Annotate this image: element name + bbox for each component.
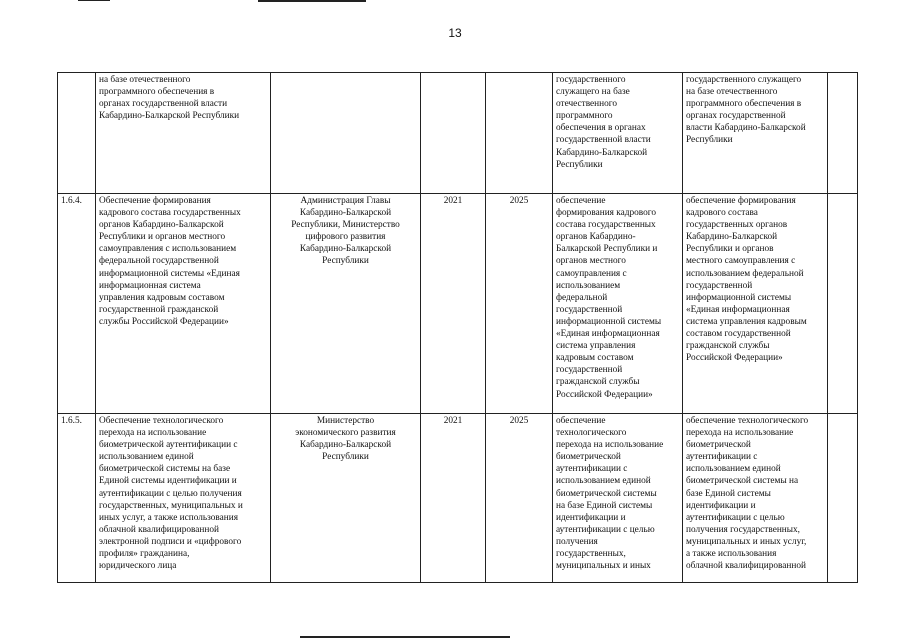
event-cell: Обеспечение формирования кадрового состава государственных органов Кабардино-Балкарской Республики и органов местного самоуправления с использованием федеральной государственной информационной системы «Единая информационная система управления кадровым составом государственной гражданской службы Российской Федерации» bbox=[96, 194, 271, 414]
scan-artifact-bottom bbox=[300, 636, 510, 638]
executor-cell: Администрация Главы Кабардино-Балкарской Республики, Министерство цифрового развития Кабардино-Балкарской Республики bbox=[271, 194, 421, 414]
event-cell: на базе отечественного программного обеспечения в органах государственной власти Кабардино-Балкарской Республики bbox=[96, 73, 271, 194]
result-cell: обеспечение формирования кадрового состава государственных органов Кабардино- Балкарской Республики и органов местного самоуправления с использованием федеральной государственной информационной системы «Единая информационная система управления кадровым составом государственной гражданской службы Российской Федерации» bbox=[553, 194, 683, 414]
row-number bbox=[58, 73, 96, 194]
executor-cell: Министерство экономического развития Кабардино-Балкарской Республики bbox=[271, 414, 421, 583]
indicator-cell: государственного служащего на базе отечественного программного обеспечения в органах государственной власти Кабардино-Балкарской Республики bbox=[683, 73, 828, 194]
result-cell: обеспечение технологического перехода на использование биометрической аутентификации с использованием единой биометрической системы на базе Единой системы идентификации и аутентификации с целью получения государственных, муниципальных и иных bbox=[553, 414, 683, 583]
executor-cell bbox=[271, 73, 421, 194]
table-row bbox=[58, 73, 858, 194]
note-cell bbox=[828, 194, 858, 414]
end-year-cell: 2025 bbox=[486, 194, 553, 414]
row-number: 1.6.5. bbox=[58, 414, 96, 583]
start-year-cell: 2021 bbox=[421, 194, 486, 414]
note-cell bbox=[828, 73, 858, 194]
row-number: 1.6.4. bbox=[58, 194, 96, 414]
program-table bbox=[57, 72, 858, 583]
start-year-cell: 2021 bbox=[421, 414, 486, 583]
note-cell bbox=[828, 414, 858, 583]
table-row bbox=[58, 414, 858, 583]
event-cell: Обеспечение технологического перехода на использование биометрической аутентификации с использованием единой биометрической системы на базе Единой системы идентификации и аутентификации с целью получения государственных, муниципальных и иных услуг, а также использования облачной квалифицированной электронной подписи и «цифрового профиля» гражданина, юридического лица bbox=[96, 414, 271, 583]
table-row bbox=[58, 194, 858, 414]
end-year-cell: 2025 bbox=[486, 414, 553, 583]
result-cell: государственного служащего на базе отечественного программного обеспечения в органах государственной власти Кабардино-Балкарской Республики bbox=[553, 73, 683, 194]
end-year-cell bbox=[486, 73, 553, 194]
scan-artifact-top-small bbox=[78, 0, 110, 1]
scan-artifact-top bbox=[258, 0, 366, 2]
indicator-cell: обеспечение формирования кадрового состава государственных органов Кабардино-Балкарской Республики и органов местного самоуправления с использованием федеральной государственной информационной системы «Единая информационная система управления кадровым составом государственной гражданской службы Российской Федерации» bbox=[683, 194, 828, 414]
start-year-cell bbox=[421, 73, 486, 194]
indicator-cell: обеспечение технологического перехода на использование биометрической аутентификации с использованием единой биометрической системы на базе Единой системы идентификации и аутентификации с целью получения государственных, муниципальных и иных услуг, а также использования облачной квалифицированной bbox=[683, 414, 828, 583]
page-number: 13 bbox=[448, 26, 462, 40]
